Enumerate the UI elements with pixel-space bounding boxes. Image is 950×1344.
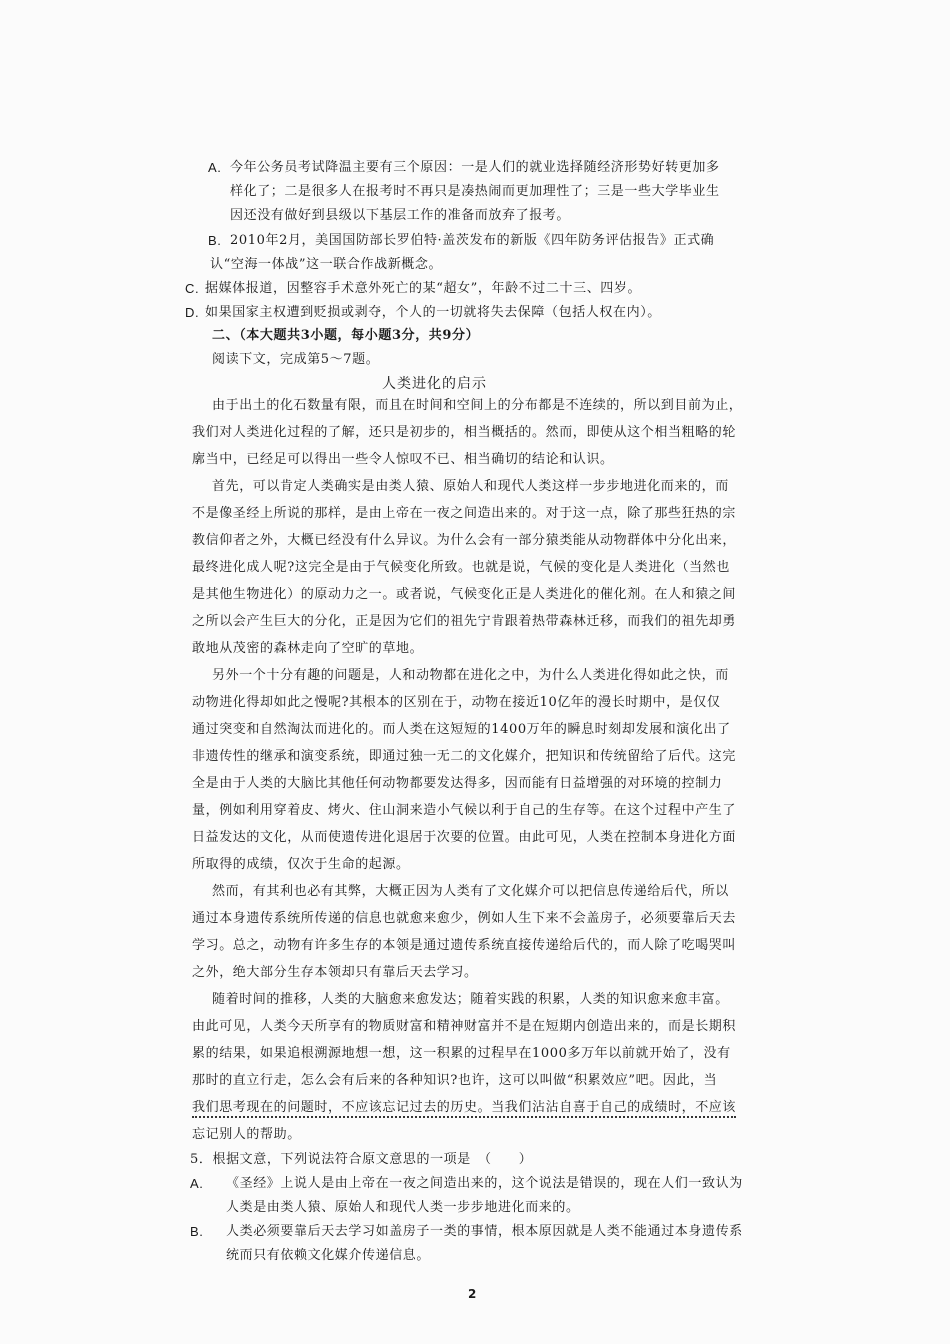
- article-line: 是其他生物进化）的原动力之一。或者说，气候变化正是人类进化的催化剂。在人和猿之间: [192, 587, 737, 602]
- article-line: 首先，可以肯定人类确实是由类人猿、原始人和现代人类这样一步步地进化而来的，而: [212, 479, 729, 494]
- option-b-line: 2010年2月，美国国防部长罗伯特·盖茨发布的新版《四年防务评估报告》正式确: [230, 233, 715, 248]
- option-b-label: B.: [208, 233, 222, 248]
- section-instruction: 阅读下文，完成第5～7题。: [212, 352, 380, 367]
- option-b-line: 认“空海一体战”这一联合作战新概念。: [210, 257, 443, 272]
- article-line: 日益发达的文化，从而使遗传进化退居于次要的位置。由此可见，人类在控制本身进化方面: [192, 830, 737, 845]
- article-line: 全是由于人类的大脑比其他任何动物都要发达得多，因而能有日益增强的对环境的控制力: [192, 776, 723, 791]
- article-line: 不是像圣经上所说的那样，是由上帝在一夜之间造出来的。对于这一点，除了那些狂热的宗: [192, 506, 737, 521]
- option-a-label: A.: [208, 160, 222, 175]
- article-line-underlined: 我们思考现在的问题时，不应该忘记过去的历史。当我们沾沾自喜于自己的成绩时，不应该: [192, 1100, 736, 1118]
- option-d-label: D.: [185, 305, 200, 320]
- question-5-option-a-line: 《圣经》上说人是由上帝在一夜之间造出来的，这个说法是错误的，现在人们一致认为: [226, 1176, 743, 1191]
- question-5-option-a-line: 人类是由类人猿、原始人和现代人类一步步地进化而来的。: [226, 1200, 580, 1215]
- option-c-text: 据媒体报道，因整容手术意外死亡的某“超女”，年龄不过二十三、四岁。: [205, 281, 642, 296]
- article-line: 最终进化成人呢?这完全是由于气候变化所致。也就是说，气候的变化是人类进化（当然也: [192, 560, 730, 575]
- article-line: 通过突变和自然淘汰而进化的。而人类在这短短的1400万年的瞬息时刻却发展和演化出了: [192, 722, 731, 737]
- article-line: 所取得的成绩，仅次于生命的起源。: [192, 857, 410, 872]
- question-5-stem: 5．根据文意，下列说法符合原文意思的一项是 （ ）: [190, 1152, 533, 1167]
- article-line: 累的结果，如果追根溯源地想一想，这一积累的过程早在1000多万年以前就开始了，没有: [192, 1046, 731, 1061]
- option-a-line: 因还没有做好到县级以下基层工作的准备而放弃了报考。: [230, 208, 571, 223]
- article-line: 另外一个十分有趣的问题是，人和动物都在进化之中，为什么人类进化得如此之快，而: [212, 668, 729, 683]
- article-line: 我们对人类进化过程的了解，还只是初步的，相当概括的。然而，即使从这个相当粗略的轮: [192, 425, 737, 440]
- question-5-option-b-label: B.: [190, 1224, 204, 1239]
- question-5-option-b-line: 统而只有依赖文化媒介传递信息。: [226, 1248, 431, 1263]
- page-number: 2: [468, 1287, 477, 1301]
- article-line: 然而，有其利也必有其弊，大概正因为人类有了文化媒介可以把信息传递给后代，所以: [212, 884, 729, 899]
- article-title: 人类进化的启示: [382, 376, 487, 392]
- article-line: 学习。总之，动物有许多生存的本领是通过遗传系统直接传递给后代的，而人除了吃喝哭叫: [192, 938, 737, 953]
- article-line: 由于出土的化石数量有限，而且在时间和空间上的分布都是不连续的，所以到目前为止，: [212, 398, 743, 413]
- article-line: 教信仰者之外，大概已经没有什么异议。为什么会有一部分猿类能从动物群体中分化出来，: [192, 533, 737, 548]
- section-heading: 二、（本大题共3小题，每小题3分，共9分）: [212, 328, 480, 343]
- option-a-line: 今年公务员考试降温主要有三个原因：一是人们的就业选择随经济形势好转更加多: [230, 160, 720, 175]
- article-line: 非遗传性的继承和演变系统，即通过独一无二的文化媒介，把知识和传统留给了后代。这完: [192, 749, 737, 764]
- article-line: 忘记别人的帮助。: [192, 1127, 301, 1142]
- article-line: 之外，绝大部分生存本领却只有靠后天去学习。: [192, 965, 478, 980]
- article-line: 那时的直立行走，怎么会有后来的各种知识?也许，这可以叫做“积累效应”吧。因此，当: [192, 1073, 718, 1088]
- article-line: 廓当中，已经足可以得出一些令人惊叹不已、相当确切的结论和认识。: [192, 452, 614, 467]
- article-line: 通过本身遗传系统所传递的信息也就愈来愈少，例如人生下来不会盖房子，必须要靠后天去: [192, 911, 737, 926]
- article-line: 动物进化得却如此之慢呢?其根本的区别在于，动物在接近10亿年的漫长时期中，是仅仅: [192, 695, 721, 710]
- article-line: 量，例如利用穿着皮、烤火、住山洞来造小气候以利于自己的生存等。在这个过程中产生了: [192, 803, 737, 818]
- article-line: 随着时间的推移，人类的大脑愈来愈发达；随着实践的积累，人类的知识愈来愈丰富。: [212, 992, 729, 1007]
- article-line: 敢地从茂密的森林走向了空旷的草地。: [192, 641, 424, 656]
- article-line: 由此可见，人类今天所享有的物质财富和精神财富并不是在短期内创造出来的，而是长期积: [192, 1019, 737, 1034]
- option-a-line: 样化了；二是很多人在报考时不再只是凑热闹而更加理性了；三是一些大学毕业生: [230, 184, 720, 199]
- option-c-label: C.: [185, 281, 200, 296]
- option-d-text: 如果国家主权遭到贬损或剥夺，个人的一切就将失去保障（包括人权在内）。: [205, 305, 661, 320]
- article-line: 之所以会产生巨大的分化，正是因为它们的祖先宁肯跟着热带森林迁移，而我们的祖先却勇: [192, 614, 737, 629]
- question-5-option-a-label: A.: [190, 1176, 204, 1191]
- question-5-option-b-line: 人类必须要靠后天去学习如盖房子一类的事情，根本原因就是人类不能通过本身遗传系: [226, 1224, 743, 1239]
